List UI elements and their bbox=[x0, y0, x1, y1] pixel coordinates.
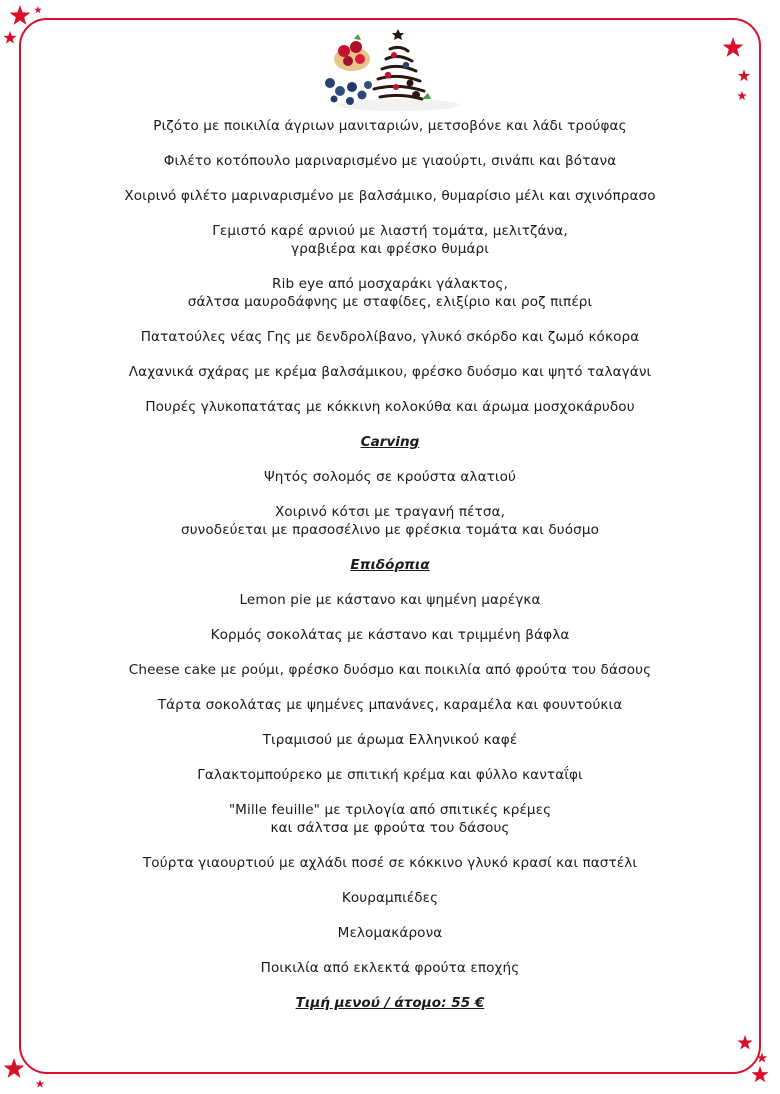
menu-item-line: γραβιέρα και φρέσκο θυμάρι bbox=[291, 241, 489, 257]
menu-item bbox=[60, 187, 720, 205]
menu-item-line: Lemon pie με κάστανο και ψημένη μαρέγκα bbox=[239, 592, 541, 608]
star-icon bbox=[34, 6, 42, 13]
menu-item-line: Τάρτα σοκολάτας με ψημένες μπανάνες, καραμέλα και φουντούκια bbox=[157, 697, 623, 713]
menu-item-line: Τούρτα γιαουρτιού με αχλάδι ποσέ σε κόκκινο γλυκό κρασί και παστέλι bbox=[142, 855, 638, 871]
menu-item-line: Πατατούλες νέας Γης με δενδρολίβανο, γλυκό σκόρδο και ζωμό κόκορα bbox=[140, 329, 640, 345]
star-icon bbox=[4, 1058, 25, 1078]
menu-item-line: Κουραμπιέδες bbox=[341, 890, 439, 906]
star-icon bbox=[36, 1080, 45, 1088]
menu-list bbox=[60, 117, 720, 1012]
star-icon bbox=[751, 1066, 768, 1082]
menu-item-line: και σάλτσα με φρούτα του δάσους bbox=[270, 820, 510, 836]
star-icon bbox=[10, 5, 31, 25]
menu-item bbox=[60, 626, 720, 644]
menu-item bbox=[60, 854, 720, 872]
star-icon bbox=[757, 1053, 767, 1063]
star-icon bbox=[738, 70, 750, 82]
section-title-carving: Carving bbox=[360, 434, 420, 450]
menu-item-line: Χοιρινό κότσι με τραγανή πέτσα, bbox=[274, 504, 506, 520]
menu-item bbox=[60, 591, 720, 609]
festive-dessert-tree-icon bbox=[310, 25, 470, 117]
menu-item-line: σάλτσα μαυροδάφνης με σταφίδες, ελιξίριο και ροζ πιπέρι bbox=[187, 294, 593, 310]
menu-item bbox=[60, 468, 720, 486]
menu-item bbox=[60, 731, 720, 749]
menu-item bbox=[60, 766, 720, 784]
menu-item bbox=[60, 275, 720, 311]
menu-item bbox=[60, 801, 720, 837]
star-icon bbox=[737, 91, 747, 100]
menu-item bbox=[60, 959, 720, 977]
menu-item bbox=[60, 503, 720, 539]
menu-item-line: Ψητός σολομός σε κρούστα αλατιού bbox=[264, 469, 516, 485]
menu-item-line: Λαχανικά σχάρας με κρέμα βαλσάμικου, φρέσκο δυόσμο και ψητό ταλαγάνι bbox=[128, 364, 652, 380]
menu-item bbox=[60, 222, 720, 258]
star-icon bbox=[737, 1035, 752, 1049]
menu-item bbox=[60, 328, 720, 346]
menu-item bbox=[60, 696, 720, 714]
menu-item-line: "Mille feuille" με τριλογία από σπιτικές κρέμες bbox=[228, 802, 552, 818]
menu-item-line: Γεμιστό καρέ αρνιού με λιαστή τομάτα, μελιτζάνα, bbox=[212, 223, 568, 239]
menu-item-line: Ριζότο με ποικιλία άγριων μανιταριών, μετσοβόνε και λάδι τρούφας bbox=[153, 118, 627, 134]
menu-item-line: συνοδεύεται με πρασοσέλινο με φρέσκια τομάτα και δυόσμο bbox=[180, 522, 600, 538]
menu-item bbox=[60, 889, 720, 907]
menu-item-line: Φιλέτο κοτόπουλο μαριναρισμένο με γιαούρτι, σινάπι και βότανα bbox=[163, 153, 617, 169]
menu-item-line: Χοιρινό φιλέτο μαριναρισμένο με βαλσάμικο, θυμαρίσιο μέλι και σχινόπρασο bbox=[124, 188, 656, 204]
star-icon bbox=[723, 37, 744, 57]
menu-item-line: Τιραμισού με άρωμα Ελληνικού καφέ bbox=[262, 732, 518, 748]
menu-item bbox=[60, 117, 720, 135]
menu-price: Τιμή μενού / άτομο: 55 € bbox=[295, 995, 485, 1011]
menu-item bbox=[60, 363, 720, 381]
menu-item-line: Ποικιλία από εκλεκτά φρούτα εποχής bbox=[260, 960, 520, 976]
menu-item bbox=[60, 661, 720, 679]
menu-item-line: Πουρές γλυκοπατάτας με κόκκινη κολοκύθα και άρωμα μοσχοκάρυδου bbox=[145, 399, 635, 415]
menu-item bbox=[60, 924, 720, 942]
section-title-desserts: Επιδόρπια bbox=[350, 557, 430, 573]
menu-item bbox=[60, 152, 720, 170]
menu-item-line: Cheese cake με ρούμι, φρέσκο δυόσμο και ποικιλία από φρούτα του δάσους bbox=[128, 662, 652, 678]
menu-item-line: Rib eye από μοσχαράκι γάλακτος, bbox=[272, 276, 508, 292]
menu-item bbox=[60, 398, 720, 416]
star-icon bbox=[3, 31, 16, 44]
menu-item-line: Κορμός σοκολάτας με κάστανο και τριμμένη βάφλα bbox=[210, 627, 570, 643]
menu-item-line: Μελομακάρονα bbox=[337, 925, 443, 941]
menu-item-line: Γαλακτομπούρεκο με σπιτική κρέμα και φύλλο κανταΐφι bbox=[197, 767, 583, 783]
